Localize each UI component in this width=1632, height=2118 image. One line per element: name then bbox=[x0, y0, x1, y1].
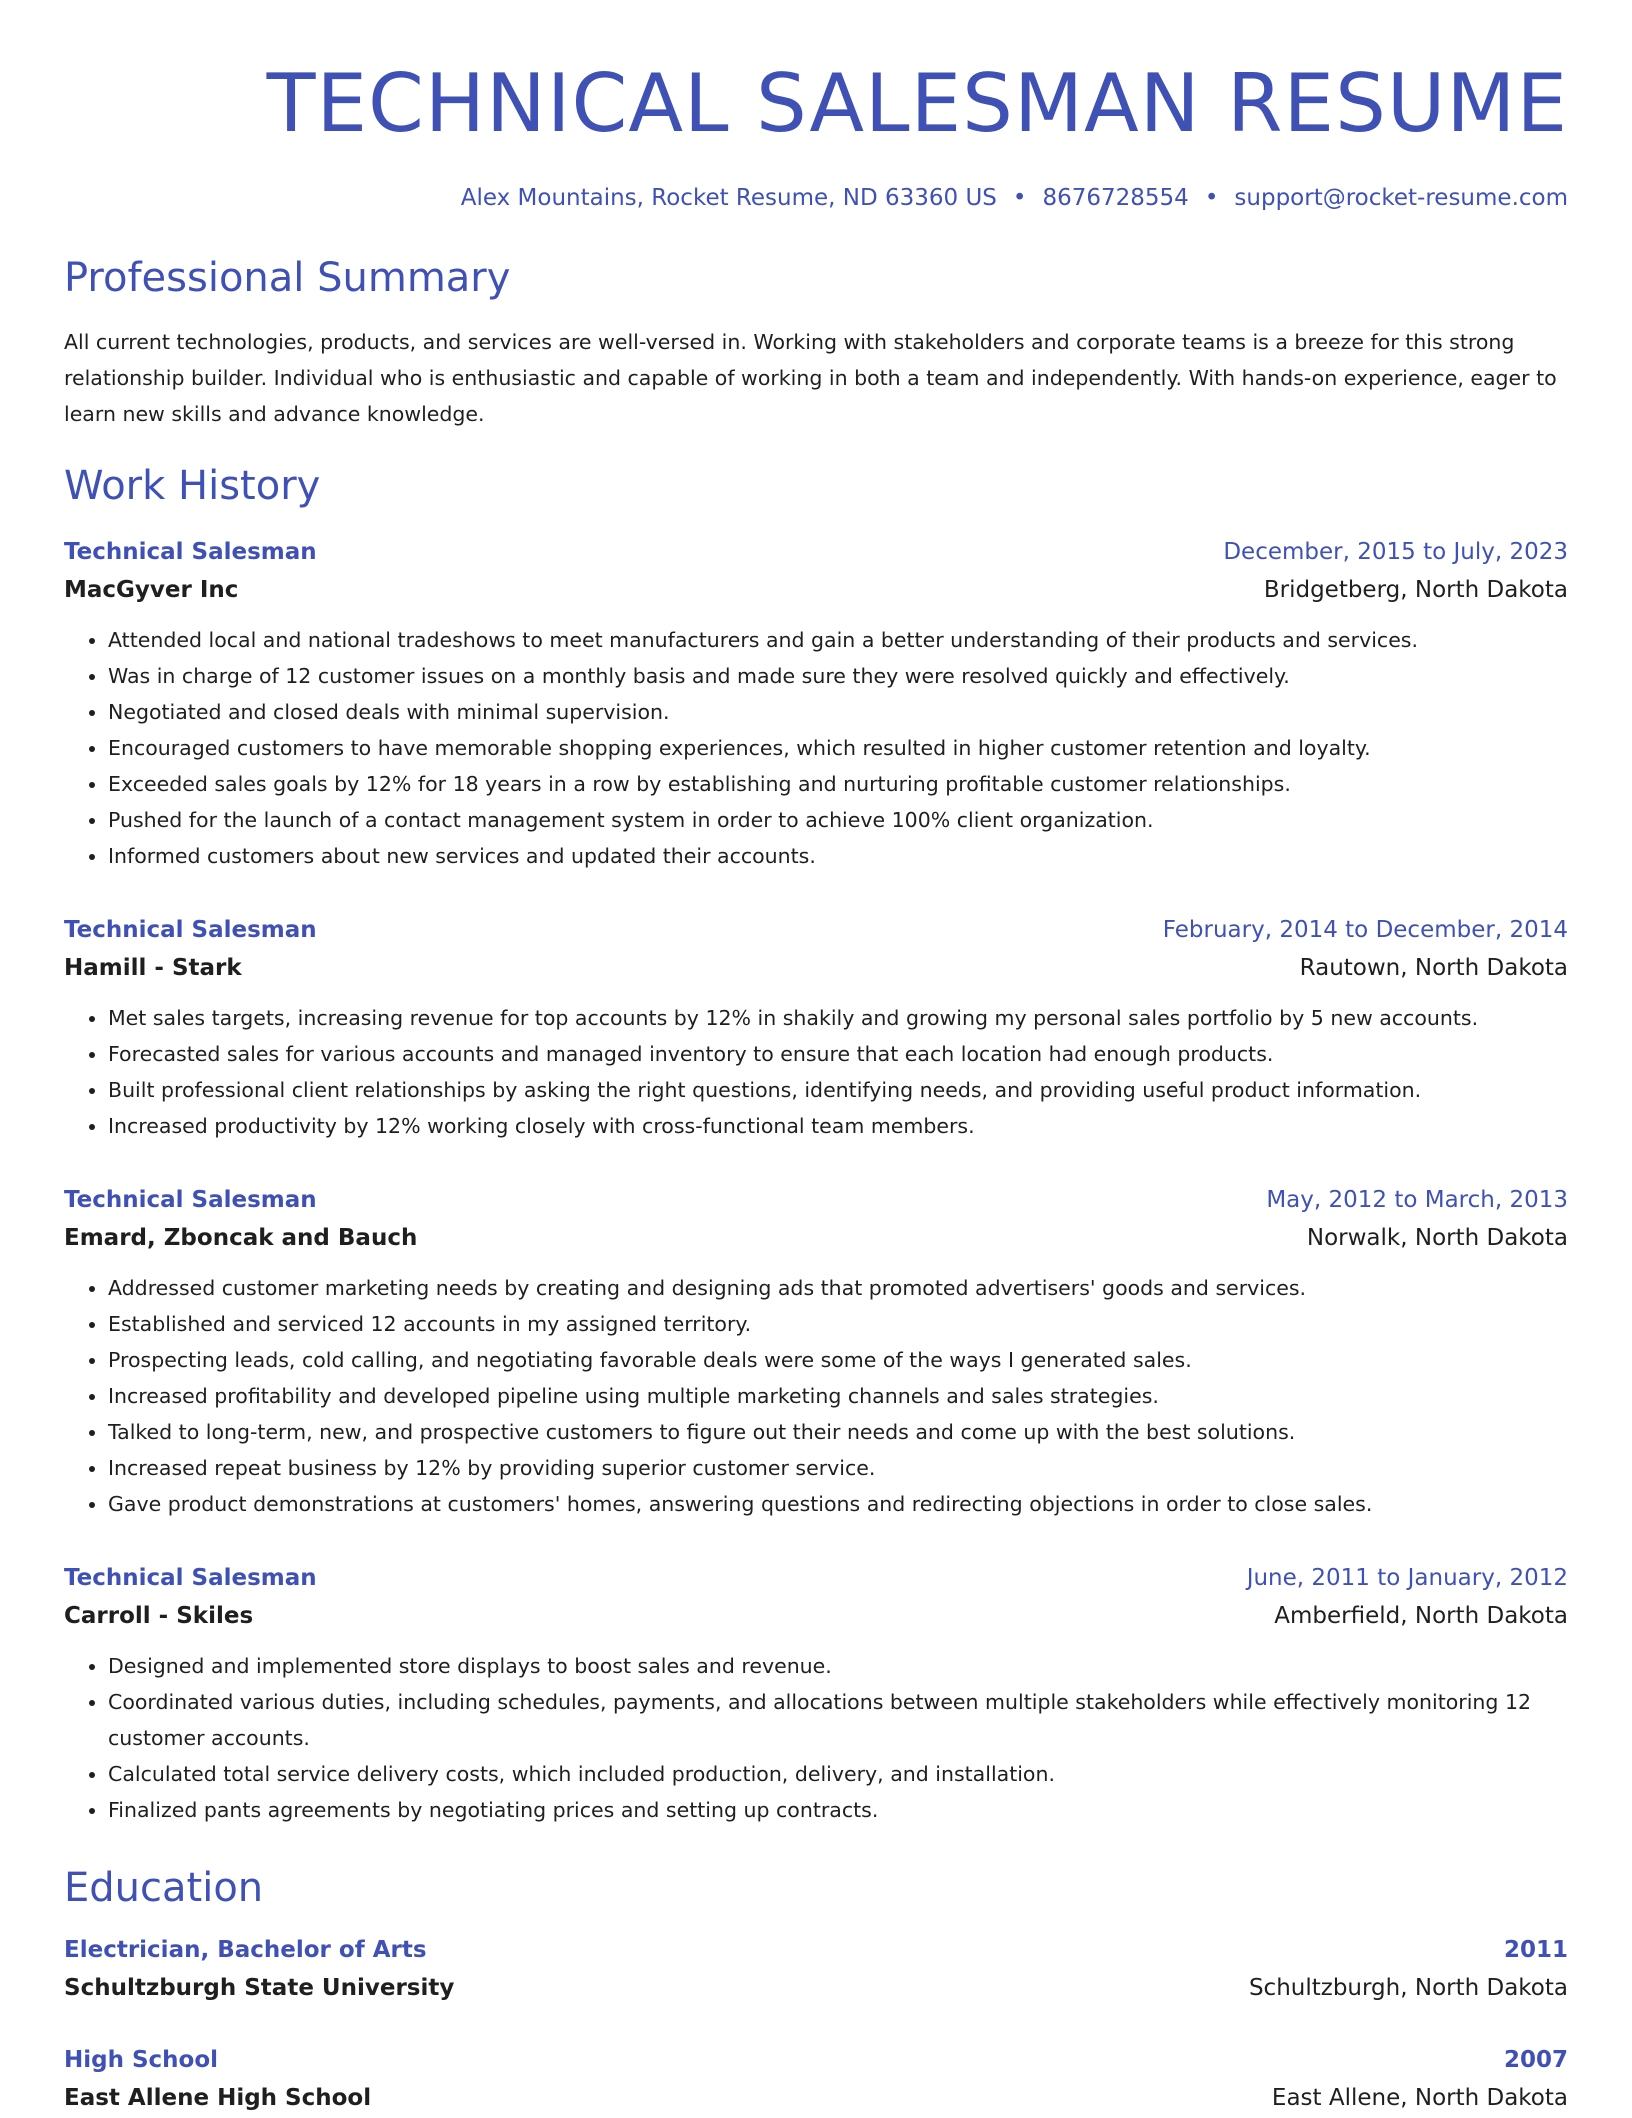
job-bullet: • Established and serviced 12 accounts in my assigned territory. bbox=[108, 1306, 1568, 1342]
job-location: Norwalk, North Dakota bbox=[1306, 1225, 1568, 1251]
job-location: Rautown, North Dakota bbox=[1299, 955, 1568, 981]
job-header bbox=[64, 1182, 1568, 1218]
job-bullet: • Attended local and national tradeshows to meet manufacturers and gain a better understanding of their products and services. bbox=[108, 622, 1568, 658]
education-year: 2011 bbox=[1503, 1937, 1568, 1963]
job-header bbox=[64, 1560, 1568, 1596]
job-bullet: • Finalized pants agreements by negotiating prices and setting up contracts. bbox=[108, 1792, 1568, 1828]
resume-title: TECHNICAL SALESMAN RESUME bbox=[266, 57, 1568, 150]
job-org-row bbox=[64, 570, 1568, 610]
education-entry bbox=[64, 2042, 1568, 2118]
job-header bbox=[64, 912, 1568, 948]
job-bullets bbox=[64, 1000, 1568, 1144]
job-bullet: • Increased repeat business by 12% by providing superior customer service. bbox=[108, 1450, 1568, 1486]
education-school: Schultzburgh State University bbox=[64, 1975, 455, 2001]
education-degree: Electrician, Bachelor of Arts bbox=[64, 1937, 427, 1963]
job-header bbox=[64, 534, 1568, 570]
job-bullet: • Informed customers about new services and updated their accounts. bbox=[108, 838, 1568, 874]
contact-address: Alex Mountains, Rocket Resume, ND 63360 US bbox=[460, 185, 997, 211]
job-bullets bbox=[64, 1648, 1568, 1828]
job-entry bbox=[64, 1182, 1568, 1522]
job-role: Technical Salesman bbox=[64, 1565, 317, 1591]
education-location: Schultzburgh, North Dakota bbox=[1248, 1975, 1568, 2001]
job-dates: February, 2014 to December, 2014 bbox=[1162, 917, 1568, 943]
contact-line bbox=[64, 182, 1568, 214]
job-bullet: • Forecasted sales for various accounts and managed inventory to ensure that each location had enough products. bbox=[108, 1036, 1568, 1072]
education-school-row bbox=[64, 2078, 1568, 2118]
job-bullet: • Negotiated and closed deals with minimal supervision. bbox=[108, 694, 1568, 730]
education-year: 2007 bbox=[1503, 2047, 1568, 2073]
job-role: Technical Salesman bbox=[64, 539, 317, 565]
job-entry bbox=[64, 1560, 1568, 1828]
education-entry bbox=[64, 1932, 1568, 2008]
job-bullet: • Coordinated various duties, including schedules, payments, and allocations between multiple stakeholders while effectively monitoring 12 customer accounts. bbox=[108, 1684, 1568, 1756]
job-company: Emard, Zboncak and Bauch bbox=[64, 1225, 418, 1251]
job-bullet: • Prospecting leads, cold calling, and negotiating favorable deals were some of the ways I generated sales. bbox=[108, 1342, 1568, 1378]
education-school: East Allene High School bbox=[64, 2085, 372, 2111]
education-header bbox=[64, 1932, 1568, 1968]
job-bullet: • Was in charge of 12 customer issues on a monthly basis and made sure they were resolved quickly and effectively. bbox=[108, 658, 1568, 694]
contact-separator: • bbox=[1204, 185, 1219, 211]
job-bullet: • Increased productivity by 12% working closely with cross-functional team members. bbox=[108, 1108, 1568, 1144]
work-history-list bbox=[64, 534, 1568, 1828]
work-history-heading: Work History bbox=[64, 463, 321, 509]
job-bullet: • Designed and implemented store displays to boost sales and revenue. bbox=[108, 1648, 1568, 1684]
job-location: Amberfield, North Dakota bbox=[1274, 1603, 1568, 1629]
job-bullet: • Gave product demonstrations at customers' homes, answering questions and redirecting objections in order to close sales. bbox=[108, 1486, 1568, 1522]
job-bullet: • Addressed customer marketing needs by creating and designing ads that promoted advertisers' goods and services. bbox=[108, 1270, 1568, 1306]
job-bullet: • Talked to long-term, new, and prospective customers to figure out their needs and come up with the best solutions. bbox=[108, 1414, 1568, 1450]
job-company: Hamill - Stark bbox=[64, 955, 242, 981]
education-location: East Allene, North Dakota bbox=[1271, 2085, 1568, 2111]
job-company: Carroll - Skiles bbox=[64, 1603, 254, 1629]
job-org-row bbox=[64, 1596, 1568, 1636]
job-bullet: • Pushed for the launch of a contact management system in order to achieve 100% client organization. bbox=[108, 802, 1568, 838]
education-heading: Education bbox=[64, 1865, 264, 1911]
job-entry bbox=[64, 912, 1568, 1144]
job-entry bbox=[64, 534, 1568, 874]
job-dates: June, 2011 to January, 2012 bbox=[1246, 1565, 1568, 1591]
job-bullet: • Built professional client relationships by asking the right questions, identifying needs, and providing useful product information. bbox=[108, 1072, 1568, 1108]
summary-heading: Professional Summary bbox=[64, 255, 511, 301]
job-bullet: • Increased profitability and developed pipeline using multiple marketing channels and sales strategies. bbox=[108, 1378, 1568, 1414]
job-bullets bbox=[64, 622, 1568, 874]
job-org-row bbox=[64, 1218, 1568, 1258]
job-bullet: • Met sales targets, increasing revenue for top accounts by 12% in shakily and growing my personal sales portfolio by 5 new accounts. bbox=[108, 1000, 1568, 1036]
job-bullet: • Encouraged customers to have memorable shopping experiences, which resulted in higher customer retention and loyalty. bbox=[108, 730, 1568, 766]
job-role: Technical Salesman bbox=[64, 1187, 317, 1213]
education-list bbox=[64, 1932, 1568, 2118]
job-location: Bridgetberg, North Dakota bbox=[1263, 577, 1568, 603]
job-org-row bbox=[64, 948, 1568, 988]
job-dates: May, 2012 to March, 2013 bbox=[1266, 1187, 1568, 1213]
job-dates: December, 2015 to July, 2023 bbox=[1223, 539, 1568, 565]
contact-separator: • bbox=[1012, 185, 1027, 211]
education-degree: High School bbox=[64, 2047, 219, 2073]
summary-text: All current technologies, products, and services are well-versed in. Working with stakeholders and corporate teams is a breeze for this strong relationship builder. Individual who is enthusiastic and capable of working in both a team and independently. With hands-on experience, eager to learn new skills and advance knowledge. bbox=[64, 330, 1557, 426]
job-role: Technical Salesman bbox=[64, 917, 317, 943]
contact-phone: 8676728554 bbox=[1042, 185, 1189, 211]
education-header bbox=[64, 2042, 1568, 2078]
job-bullet: • Exceeded sales goals by 12% for 18 years in a row by establishing and nurturing profitable customer relationships. bbox=[108, 766, 1568, 802]
resume-page bbox=[64, 0, 1568, 2118]
job-bullets bbox=[64, 1270, 1568, 1522]
job-company: MacGyver Inc bbox=[64, 577, 239, 603]
contact-email[interactable]: support@rocket-resume.com bbox=[1234, 185, 1568, 211]
job-bullet: • Calculated total service delivery costs, which included production, delivery, and installation. bbox=[108, 1756, 1568, 1792]
education-school-row bbox=[64, 1968, 1568, 2008]
